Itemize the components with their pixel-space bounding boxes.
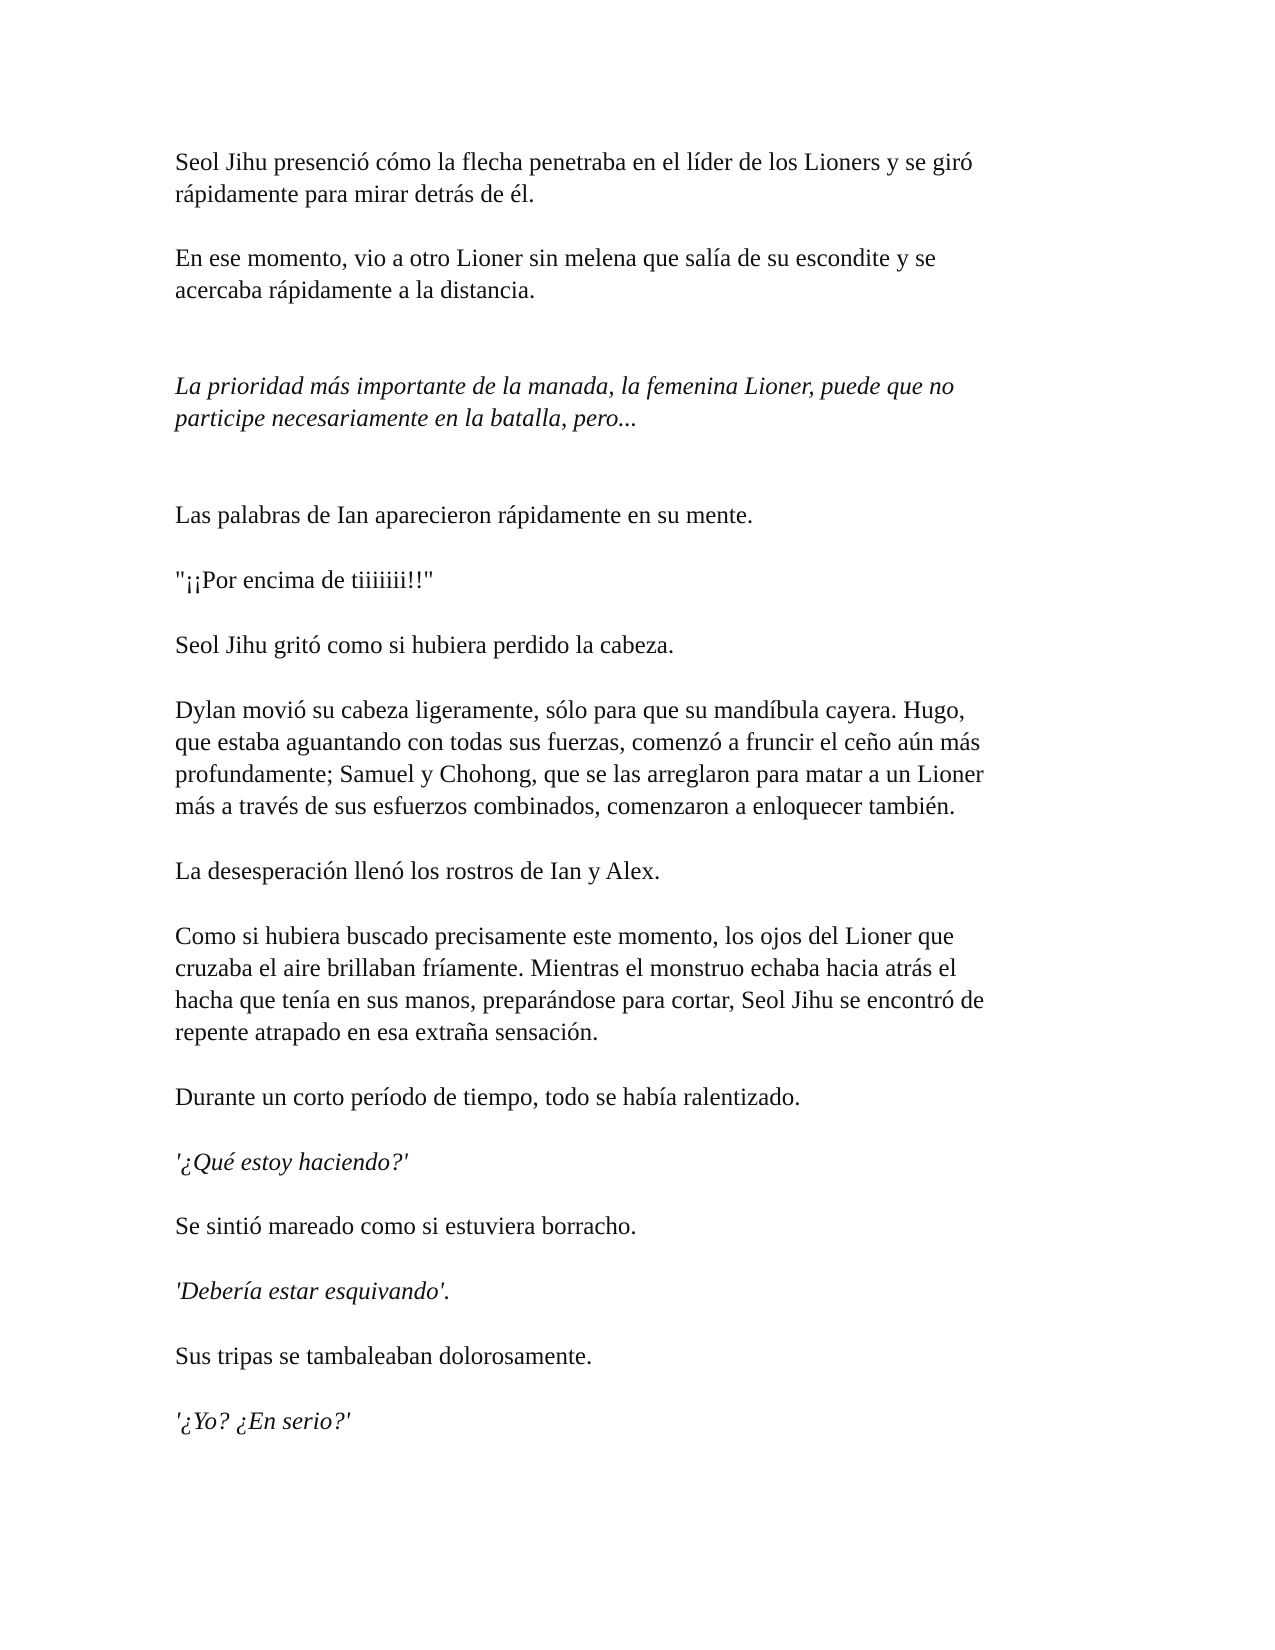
text-line: 'Debería estar esquivando'. [175,1278,451,1305]
paragraph [175,1082,1095,1114]
italic-thought-paragraph [175,1406,1095,1438]
paragraph [175,1211,1095,1243]
italic-thought-paragraph [175,371,1095,435]
text-line: que estaba aguantando con todas sus fuerzas, comenzó a fruncir el ceño aún más [175,729,981,756]
paragraph [175,630,1095,662]
italic-thought-paragraph [175,1276,1095,1308]
text-line: La desesperación llenó los rostros de Ian y Alex. [175,858,661,885]
text-line: Se sintió mareado como si estuviera borracho. [175,1213,637,1240]
text-line: repente atrapado en esa extraña sensación. [175,1019,599,1046]
paragraph [175,856,1095,888]
paragraph [175,921,1095,1049]
text-line: hacha que tenía en sus manos, preparándose para cortar, Seol Jihu se encontró de [175,987,985,1014]
text-line: "¡¡Por encima de tiiiiiii!!" [175,567,434,594]
text-line: más a través de sus esfuerzos combinados, comenzaron a enloquecer también. [175,793,956,820]
text-line: profundamente; Samuel y Chohong, que se las arreglaron para matar a un Lioner [175,761,984,788]
text-line: '¿Qué estoy haciendo?' [175,1149,408,1176]
italic-thought-paragraph [175,1147,1095,1179]
dialogue-paragraph [175,565,1095,597]
paragraph [175,1341,1095,1373]
text-line: En ese momento, vio a otro Lioner sin melena que salía de su escondite y se [175,245,936,272]
text-line: Como si hubiera buscado precisamente este momento, los ojos del Lioner que [175,923,954,950]
text-line: Durante un corto período de tiempo, todo se había ralentizado. [175,1084,801,1111]
text-line: acercaba rápidamente a la distancia. [175,277,536,304]
text-line: Seol Jihu gritó como si hubiera perdido la cabeza. [175,632,675,659]
paragraph [175,500,1095,532]
text-line: cruzaba el aire brillaban fríamente. Mientras el monstruo echaba hacia atrás el [175,955,957,982]
paragraph [175,243,1095,307]
text-line: '¿Yo? ¿En serio?' [175,1408,351,1435]
text-line: rápidamente para mirar detrás de él. [175,181,535,208]
text-line: participe necesariamente en la batalla, pero... [175,405,638,432]
text-line: Dylan movió su cabeza ligeramente, sólo para que su mandíbula cayera. Hugo, [175,697,966,724]
text-line: La prioridad más importante de la manada, la femenina Lioner, puede que no [175,373,955,400]
paragraph [175,147,1095,211]
text-line: Seol Jihu presenció cómo la flecha penetraba en el líder de los Lioners y se giró [175,149,973,176]
text-line: Sus tripas se tambaleaban dolorosamente. [175,1343,593,1370]
paragraph [175,695,1095,823]
text-line: Las palabras de Ian aparecieron rápidamente en su mente. [175,502,754,529]
